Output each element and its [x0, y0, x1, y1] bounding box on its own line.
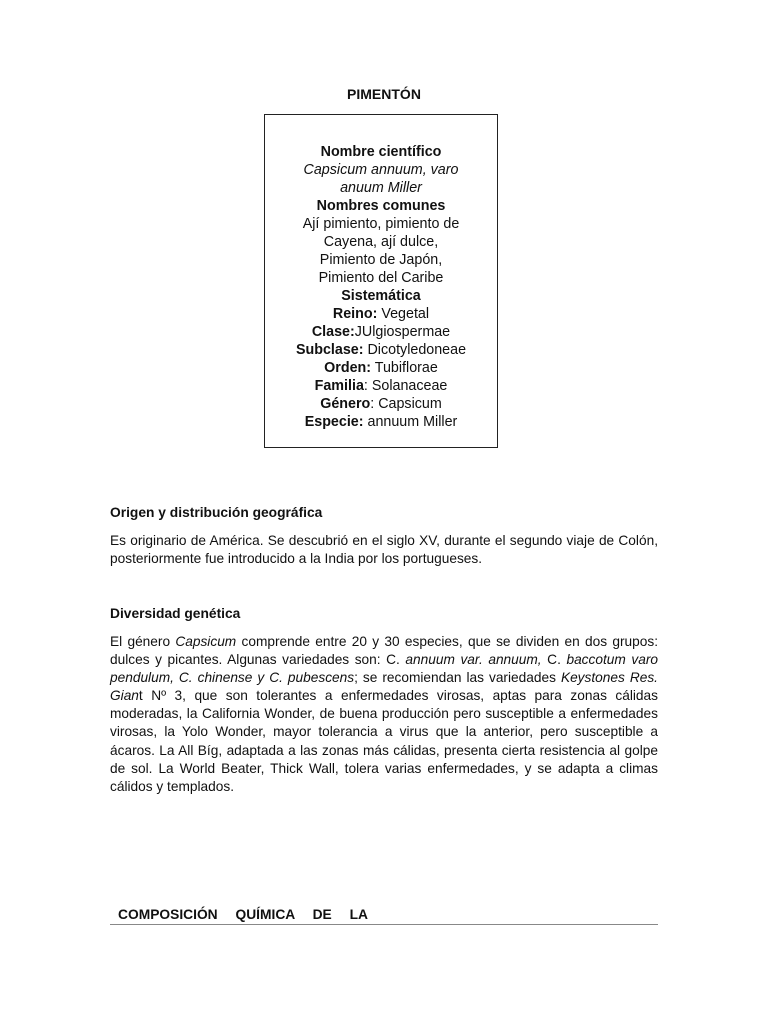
text-run-italic: Keystones Res. Gian: [110, 670, 658, 704]
taxonomy-value: : Capsicum: [370, 396, 442, 412]
taxonomy-row-family: [265, 377, 497, 395]
taxonomy-row-order: [265, 359, 497, 377]
taxonomy-label: Clase:: [311, 324, 355, 340]
common-names-line: Pimiento del Caribe: [318, 270, 444, 286]
taxonomy-label: Género: [320, 396, 371, 412]
text-run-italic: Capsicum: [175, 634, 237, 649]
taxonomy-label: Subclase:: [295, 342, 364, 358]
taxonomy-value: Vegetal: [377, 306, 430, 322]
text-run-italic: baccotum varo pendulum, C. chinense y C. pubescens: [110, 652, 658, 686]
taxonomy-label: Orden:: [324, 360, 372, 376]
page-title: PIMENTÓN: [347, 86, 421, 102]
taxonomy-infobox: [264, 114, 498, 448]
taxonomy-label: Familia: [314, 378, 364, 394]
text-run: t Nº 3, que son tolerantes a enfermedades virosas, aptas para zonas cálidas moderadas, la California Wonder, de buena producción pero susceptible a enfermedades virosas, la Yolo Wonder, mayor tolerancia a virus que la anterior, pero susceptible a ácaros. La All Bíg, adaptada a las zonas más cálidas, presenta cierta resistencia al golpe de sol. La World Beater, Thick Wall, tolera varias enfermedades, y se adapta a climas cálidos y templados.: [110, 688, 658, 794]
diversity-paragraph: [110, 633, 658, 796]
text-run: C.: [541, 652, 567, 668]
taxonomy-row-class: [265, 323, 497, 341]
composition-heading: COMPOSICIÓN QUÍMICA DE LA: [118, 907, 368, 922]
common-names-line: Pimiento de Japón,: [319, 252, 443, 268]
text-run: comprende entre 20 y 30 especies, que se dividen en dos grupos: dulces y picantes. Algunas variedades son: C.: [110, 634, 658, 668]
origin-heading: Origen y distribución geográfica: [110, 505, 323, 520]
taxonomy-value: Dicotyledoneae: [363, 342, 467, 358]
taxonomy-label: Reino:: [332, 306, 378, 322]
common-names-line: Cayena, ají dulce,: [323, 234, 439, 250]
text-run-italic: annuum var. annuum,: [405, 652, 542, 668]
taxonomy-row-species: [265, 413, 497, 431]
diversity-heading: Diversidad genética: [110, 606, 241, 621]
scientific-name-line: anuum Miller: [340, 180, 422, 196]
systematics-label: Sistemática: [341, 288, 421, 304]
taxonomy-label: Especie:: [304, 414, 364, 430]
taxonomy-row-kingdom: [265, 305, 497, 323]
text-run: ; se recomiendan las variedades: [354, 670, 561, 686]
common-names-line: Ají pimiento, pimiento de: [302, 216, 460, 232]
taxonomy-value: JUlgiospermae: [354, 324, 451, 340]
taxonomy-row-subclass: [265, 341, 497, 359]
scientific-name-line: Capsicum annuum, varo: [303, 162, 459, 178]
taxonomy-row-genus: [265, 395, 497, 413]
taxonomy-value: Tubiflorae: [371, 360, 438, 376]
table-top-rule: [110, 924, 658, 925]
taxonomy-value: : Solanaceae: [363, 378, 448, 394]
common-names-label: Nombres comunes: [316, 198, 446, 214]
taxonomy-value: annuum Miller: [363, 414, 458, 430]
text-run: El género: [110, 634, 176, 649]
scientific-name-label: Nombre científico: [320, 144, 442, 160]
origin-paragraph: Es originario de América. Se descubrió en el siglo XV, durante el segundo viaje de Colón, posteriormente fue introducido a la India por los portugueses.: [110, 533, 658, 567]
